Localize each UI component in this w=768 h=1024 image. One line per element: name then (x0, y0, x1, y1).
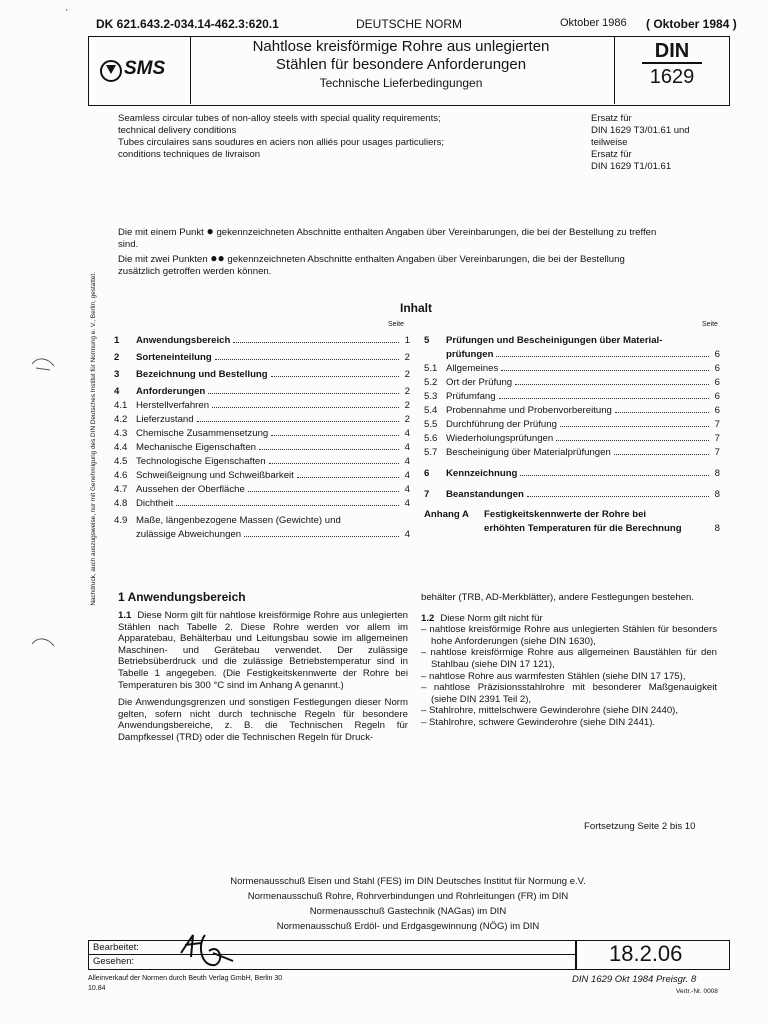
ersatz-line-1: Ersatz für (591, 113, 632, 124)
toc-seite-right: Seite (702, 321, 718, 328)
ersatz-line-4: Ersatz für (591, 149, 632, 160)
contract-number: Vertr.-Nr. 0008 (676, 988, 718, 995)
toc-entry: 4.3 Chemische Zusammensetzung 4 (114, 428, 410, 439)
stamp-date: 18.2.06 (609, 941, 683, 966)
din-box (614, 36, 729, 104)
signature-icon (175, 931, 245, 973)
copyright-vertical-note: Nachdruck, auch auszugsweise, nur mit Genehmigung des DIN Deutsches Institut für Normung e. V., Berlin, gestattet. (90, 272, 97, 606)
committee-3: Normenausschuß Gastechnik (NAGas) im DIN (309, 906, 507, 917)
note-two-dots-end: zusätzlich getroffen werden können. (118, 265, 272, 277)
toc-entry: 2 Sorteneinteilung 2 (114, 352, 410, 363)
din-label: DIN (654, 40, 690, 62)
print-code: 10.84 (88, 985, 106, 992)
ersatz-line-5: DIN 1629 T1/01.61 (591, 161, 672, 172)
paragraph-1-1: 1.1 Diese Norm gilt für nahtlose kreisförmige Rohre aus unlegierten Stählen nach Tabelle 2. Diese Rohre werden vor allem im Apparatebau, Behälterbau und Leitungsbau sowie im allgemeinen Maschinen- und Gerätebau verwendet. Der zulässige Betriebsüberdruck und die zulässige Betriebstemperatur sind in Tabelle 1 angegeben. (Die Festigkeitskennwerte der Rohre bei Temperaturen bis 300 °C sind im Anhang A genannt.) (118, 610, 408, 691)
toc-entry: 1 Anwendungsbereich 1 (114, 335, 410, 346)
sms-emblem-icon (100, 60, 122, 82)
committees (88, 874, 728, 934)
toc-entry: 4.7 Aussehen der Oberfläche 4 (114, 484, 410, 495)
translations (118, 113, 558, 161)
toc-entry: 5.6 Wiederholungsprüfungen 7 (424, 433, 720, 444)
publisher-note (88, 974, 282, 994)
footer-reference: DIN 1629 Okt 1984 Preisgr. 8 (572, 974, 697, 985)
toc-entry: 4.5 Technologische Eigenschaften 4 (114, 456, 410, 467)
document-title (192, 38, 610, 92)
ersatz-line-3: teilweise (591, 137, 628, 148)
paragraph-1-1-cont: Die Anwendungsgrenzen und sonstigen Festlegungen dieser Norm gelten, sofern nicht durch technische Regeln für besondere Anwendungsbereiche, z. B. die Technischen Regeln für Dampfkessel (TRD) oder die Technischen Regeln für Druck- (118, 697, 408, 743)
din-number: 1629 (649, 66, 695, 88)
dot-notes (118, 226, 724, 277)
mark-icon: ' (66, 8, 68, 17)
note-one-dot: Die mit einem Punkt ● gekennzeichneten Abschnitte enthalten Angaben über Vereinbarungen, die bei der Bestellung zu treffen (118, 224, 657, 238)
toc-entry: 5.2 Ort der Prüfung 6 (424, 377, 720, 388)
toc-heading: Inhalt (400, 301, 432, 315)
french-title-1: Tubes circulaires sans soudures en aciers non alliés pour usages particuliers; (118, 137, 444, 148)
bearbeitet-label: Bearbeitet: (93, 942, 139, 953)
sms-logo (88, 36, 191, 104)
toc-seite-left: Seite (388, 321, 404, 328)
toc-entry: 5.7 Bescheinigung über Materialprüfungen 7 (424, 447, 720, 458)
dk-number: DK 621.643.2-034.14-462.3:620.1 (96, 17, 279, 31)
english-title-2: technical delivery conditions (118, 125, 237, 136)
exclusion-item: – nahtlose Präzisionsstahlrohre mit besonderer Maßgenauigkeit (siehe DIN 2391 Teil 2), (421, 682, 717, 705)
toc-left-last: 4.9 Maße, längenbezogene Massen (Gewichte) und zulässige Abweichungen 4 (114, 515, 410, 540)
toc-entry: 4.8 Dichtheit 4 (114, 498, 410, 509)
toc-left (114, 334, 410, 511)
publisher-line: Alleinverkauf der Normen durch Beuth Verlag GmbH, Berlin 30 (88, 975, 283, 982)
toc-entry: 4.4 Mechanische Eigenschaften 4 (114, 442, 410, 453)
continuation-note: Fortsetzung Seite 2 bis 10 (584, 821, 696, 832)
gesehen-label: Gesehen: (93, 956, 135, 967)
ersatz-line-2: DIN 1629 T3/01.61 und (591, 125, 690, 136)
english-title-1: Seamless circular tubes of non-alloy steels with special quality requirements; (118, 113, 441, 124)
committee-2: Normenausschuß Rohre, Rohrverbindungen und Rohrleitungen (FR) im DIN (247, 891, 569, 902)
exclusion-item: – nahtlose Rohre aus warmfesten Stählen (siehe DIN 17 175), (421, 670, 686, 682)
exclusion-list (421, 624, 717, 728)
sign-box (88, 940, 730, 970)
toc-entry: 4.2 Lieferzustand 2 (114, 414, 410, 425)
note-two-dots: Die mit zwei Punkten ●● gekennzeichneten Abschnitte enthalten Angaben über Vereinbarungen, die bei der Bestellung (118, 251, 625, 266)
dot-icon: ● (206, 224, 214, 238)
toc-entry: 5.4 Probennahme und Probenvorbereitung 6 (424, 405, 720, 416)
exclusion-item: – Stahlrohre, schwere Gewinderohre (siehe DIN 2441). (421, 716, 656, 728)
french-title-2: conditions techniques de livraison (118, 149, 261, 160)
section-1-right-column (421, 592, 717, 729)
toc-entry: 4 Anforderungen 2 (114, 386, 410, 397)
committee-4: Normenausschuß Erdöl- und Erdgasgewinnung (NÖG) im DIN (276, 921, 540, 932)
exclusion-item: – nahtlose kreisförmige Rohre aus allgemeinen Baustählen für den Stahlbau (siehe DIN 17 121), (421, 647, 717, 670)
toc-entry: 5.1 Allgemeines 6 (424, 363, 720, 374)
note-one-dot-end: sind. (118, 238, 139, 250)
toc-entry: 4.1 Herstellverfahren 2 (114, 400, 410, 411)
toc-entry: 4.6 Schweißeignung und Schweißbarkeit 4 (114, 470, 410, 481)
exclusion-item: – nahtlose kreisförmige Rohre aus unlegierten Stählen für besonders hohe Anforderungen (siehe DIN 1630), (421, 624, 717, 647)
committee-1: Normenausschuß Eisen und Stahl (FES) im DIN Deutsches Institut für Normung e.V. (230, 876, 586, 887)
punch-hole-icon (30, 356, 56, 374)
toc-entry: 5.5 Durchführung der Prüfung 7 (424, 419, 720, 430)
title-line-2: Stählen für besondere Anforderungen (275, 56, 527, 73)
punch-hole-icon-2 (30, 636, 56, 654)
double-dot-icon: ●● (210, 251, 225, 266)
title-subtitle: Technische Lieferbedingungen (319, 76, 483, 90)
paragraph-1-1-end: behälter (TRB, AD-Merkblätter), andere Festlegungen bestehen. (421, 592, 695, 603)
section-1-left-column (118, 610, 408, 744)
paragraph-1-2: 1.2 Diese Norm gilt nicht für (421, 612, 543, 624)
replacement-note (591, 113, 731, 173)
toc-entry: 5.3 Prüfumfang 6 (424, 391, 720, 402)
toc-entry: 3 Bezeichnung und Bestellung 2 (114, 369, 410, 380)
title-line-1: Nahtlose kreisförmige Rohre aus unlegierten (252, 38, 550, 55)
edition-date: Oktober 1986 (560, 17, 627, 29)
norm-type: DEUTSCHE NORM (356, 17, 463, 31)
sms-logo-text: SMS (124, 58, 166, 79)
exclusion-item: – Stahlrohre, mittelschwere Gewinderohre (siehe DIN 2440), (421, 705, 679, 717)
toc-right: 5 Prüfungen und Bescheinigungen über Material- prüfungen 6 5.1 Allgemeines 6 5.2 Ort der Prüfung 6 5.3 Prüfumfang 6 5.4 Probennahme und Probenvorbereitung 6 5.5 Durchführung der Prüfung 7 5.6 Wiederholungsprüfungen 7 5.7 Bescheinigung über Materialprüfungen 7 6 Kennzeichnung 8 7 Beanstandungen 8 Anhang A Festigkeitskennwerte der Rohre bei erhöhten Temperaturen für die Berechnung 8 (424, 335, 720, 534)
section-1-heading: 1 Anwendungsbereich (118, 590, 246, 604)
original-date: ( Oktober 1984 ) (646, 17, 737, 31)
